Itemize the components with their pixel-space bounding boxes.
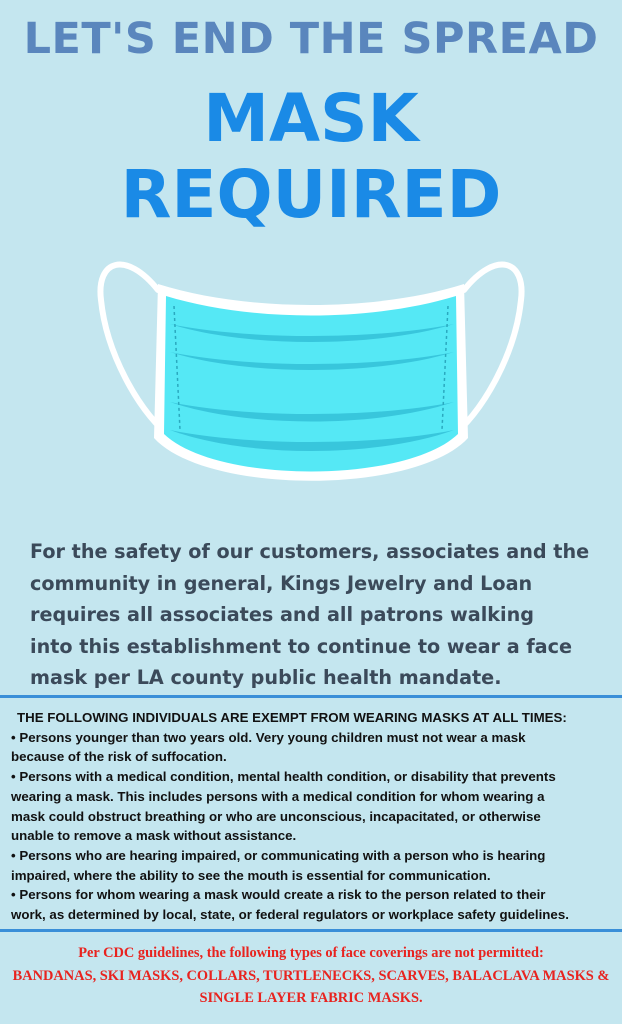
headline-lets-end-the-spread: LET'S END THE SPREAD: [23, 14, 599, 64]
cdc-notice: [0, 942, 622, 1010]
headline-required: REQUIRED: [120, 156, 502, 233]
intro-paragraph: [30, 536, 605, 694]
exemption-line: • Persons for whom wearing a mask would create a risk to the person related to their: [11, 887, 546, 903]
exemption-line: unable to remove a mask without assistance.: [11, 828, 297, 844]
exemption-line: • Persons with a medical condition, mental health condition, or disability that prevents: [11, 769, 556, 785]
exemption-line: • Persons younger than two years old. Very young children must not wear a mask: [11, 729, 526, 745]
intro-line: mask per LA county public health mandate.: [30, 666, 502, 689]
face-mask-icon: [96, 240, 526, 520]
exemption-line: because of the risk of suffocation.: [11, 749, 227, 765]
headline-mask: MASK: [203, 80, 419, 157]
divider-top: [0, 695, 622, 698]
exemption-line: wearing a mask. This includes persons with a medical condition for whom wearing a: [11, 788, 545, 804]
exemption-line: mask could obstruct breathing or who are unconscious, incapacitated, or otherwise: [11, 808, 541, 824]
intro-line: into this establishment to continue to wear a face: [30, 634, 573, 658]
exemption-line: work, as determined by local, state, or federal regulators or workplace safety guidelines.: [11, 907, 569, 923]
divider-bottom: [0, 929, 622, 932]
intro-line: community in general, Kings Jewelry and Loan: [30, 571, 533, 595]
intro-line: For the safety of our customers, associates and the: [30, 540, 590, 563]
cdc-line: Per CDC guidelines, the following types of face coverings are not permitted:: [78, 945, 544, 961]
intro-line: requires all associates and all patrons walking: [30, 603, 535, 626]
exemptions-title: THE FOLLOWING INDIVIDUALS ARE EXEMPT FROM WEARING MASKS AT ALL TIMES:: [17, 710, 567, 725]
cdc-line: BANDANAS, SKI MASKS, COLLARS, TURTLENECKS, SCARVES, BALACLAVA MASKS &: [12, 967, 610, 984]
exemptions-section: [11, 708, 616, 925]
exemption-line: impaired, where the ability to see the mouth is essential for communication.: [11, 867, 491, 883]
exemption-line: • Persons who are hearing impaired, or communicating with a person who is hearing: [11, 847, 546, 863]
cdc-line: SINGLE LAYER FABRIC MASKS.: [199, 990, 423, 1007]
